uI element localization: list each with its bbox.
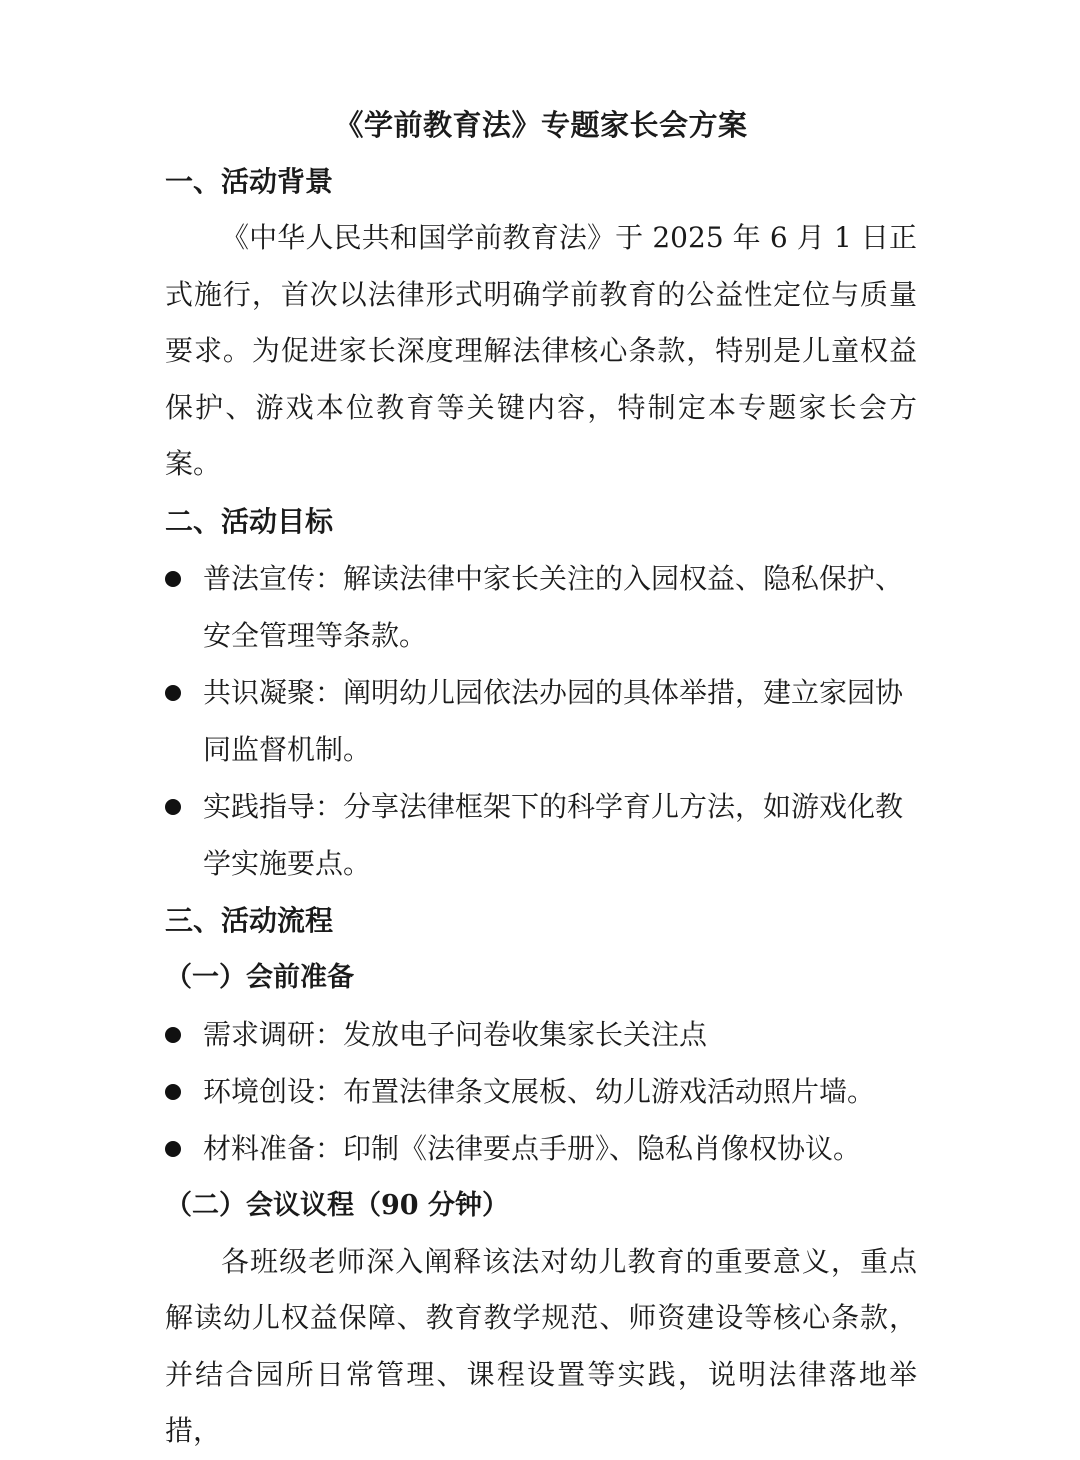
- section-heading-background: 一、活动背景: [165, 165, 334, 198]
- background-paragraph: 《中华人民共和国学前教育法》于 2025 年 6 月 1 日正式施行，首次以法律形式明确学前教育的公益性定位与质量要求。为促进家长深度理解法律核心条款，特别是儿童权益保护、游戏本位教育等关键内容，特制定本专题家长会方案。: [165, 221, 917, 480]
- section-heading-goals: 二、活动目标: [165, 504, 334, 538]
- bullet-dot-icon: [165, 685, 181, 701]
- document-title: 《学前教育法》专题家长会方案: [334, 108, 748, 142]
- section-heading-process: 三、活动流程: [165, 903, 334, 937]
- preparation-list: [165, 1006, 917, 1177]
- list-item-text: 实践指导：分享法律框架下的科学育儿方法，如游戏化教学实施要点。: [203, 789, 904, 880]
- bullet-dot-icon: [165, 799, 181, 815]
- list-item: [165, 1120, 917, 1177]
- list-item-text: 材料准备：印制《法律要点手册》、隐私肖像权协议。: [203, 1131, 862, 1165]
- list-item-text: 共识凝聚：阐明幼儿园依法办园的具体举措，建立家园协同监督机制。: [203, 675, 904, 766]
- bullet-dot-icon: [165, 1027, 181, 1043]
- list-item-text: 环境创设：布置法律条文展板、幼儿游戏活动照片墙。: [203, 1074, 876, 1108]
- list-item-text: 需求调研：发放电子问卷收集家长关注点: [203, 1017, 708, 1051]
- goals-list: [165, 550, 917, 892]
- list-item-text: 普法宣传：解读法律中家长关注的入园权益、隐私保护、安全管理等条款。: [203, 561, 904, 652]
- list-item: [165, 550, 917, 664]
- bullet-dot-icon: [165, 1084, 181, 1100]
- list-item: [165, 778, 917, 892]
- bullet-dot-icon: [165, 571, 181, 587]
- list-item: [165, 664, 917, 778]
- list-item: [165, 1063, 917, 1120]
- list-item: [165, 1006, 917, 1063]
- document-page: [165, 97, 917, 1460]
- agenda-paragraph: 各班级老师深入阐释该法对幼儿教育的重要意义，重点解读幼儿权益保障、教育教学规范、师资建设等核心条款，并结合园所日常管理、课程设置等实践，说明法律落地举措，: [165, 1244, 917, 1447]
- subsection-heading-preparation: （一）会前准备: [165, 961, 354, 993]
- subsection-heading-agenda: （二）会议议程（90 分钟）: [165, 1189, 509, 1221]
- bullet-dot-icon: [165, 1141, 181, 1157]
